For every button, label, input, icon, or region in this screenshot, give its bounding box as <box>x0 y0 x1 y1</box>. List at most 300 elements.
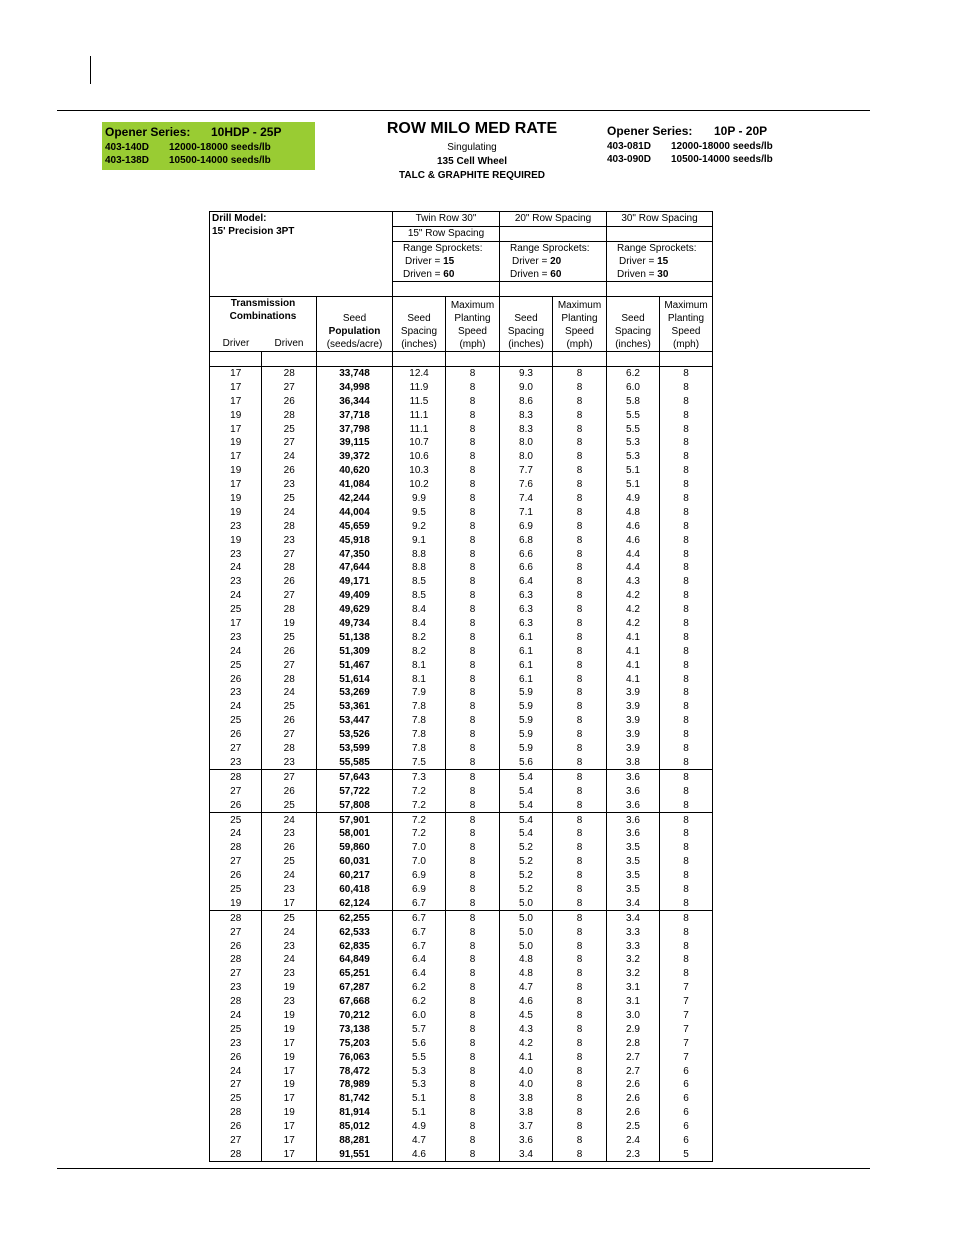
col-driver: Driver <box>222 337 250 349</box>
table-cell: 8 <box>660 533 713 547</box>
table-cell: 6.9 <box>393 869 446 883</box>
table-cell: 7 <box>660 981 713 995</box>
table-cell: 24 <box>262 869 317 883</box>
table-cell: 4.5 <box>500 1009 553 1023</box>
table-cell: 3.9 <box>607 742 660 756</box>
table-cell: 8 <box>553 617 607 631</box>
table-cell: 5.1 <box>607 464 660 478</box>
table-cell: 8 <box>553 1078 607 1092</box>
table-cell: 4.8 <box>500 967 553 981</box>
table-cell: 28 <box>262 561 317 575</box>
table-cell: 85,012 <box>317 1120 393 1134</box>
table-cell: 8 <box>446 519 500 533</box>
table-cell: 8 <box>553 464 607 478</box>
table-cell: 8 <box>553 630 607 644</box>
table-cell: 60,031 <box>317 855 393 869</box>
table-cell: 40,620 <box>317 464 393 478</box>
table-cell: 4.4 <box>607 547 660 561</box>
table-cell: 5 <box>660 1147 713 1161</box>
seed-rate-table <box>209 211 713 1162</box>
group-30in: 30" Row Spacing <box>607 212 713 227</box>
table-cell: 23 <box>262 995 317 1009</box>
table-cell: 4.7 <box>393 1134 446 1148</box>
table-cell: 8 <box>446 953 500 967</box>
table-cell: 65,251 <box>317 967 393 981</box>
table-cell: 49,734 <box>317 617 393 631</box>
label-planting: Planting <box>454 312 491 324</box>
table-cell: 3.6 <box>500 1134 553 1148</box>
table-cell: 23 <box>210 547 262 561</box>
page-title: ROW MILO MED RATE <box>386 120 558 137</box>
table-cell: 8.0 <box>500 436 553 450</box>
table-cell: 8 <box>446 436 500 450</box>
opener-left-label: Opener Series: <box>105 125 191 139</box>
table-cell: 5.3 <box>393 1078 446 1092</box>
table-cell: 8 <box>660 714 713 728</box>
table-cell: 8 <box>553 1022 607 1036</box>
driven-value: 60 <box>443 268 455 280</box>
table-cell: 19 <box>210 464 262 478</box>
table-cell: 36,344 <box>317 394 393 408</box>
driver-value: 15 <box>657 255 669 267</box>
table-row <box>210 728 713 742</box>
header-row-spacing <box>210 212 713 227</box>
label-speed: Speed <box>671 325 701 337</box>
opener-right-series: 10P - 20P <box>714 124 768 138</box>
table-cell: 57,808 <box>317 798 393 812</box>
table-cell: 6.8 <box>500 533 553 547</box>
table-cell: 19 <box>210 896 262 910</box>
table-cell: 3.3 <box>607 939 660 953</box>
table-cell: 8 <box>446 770 500 784</box>
table-cell: 70,212 <box>317 1009 393 1023</box>
opener-left-title <box>105 125 312 139</box>
range-label: Range Sprockets: <box>510 242 590 254</box>
table-cell: 8 <box>446 380 500 394</box>
table-cell: 8 <box>553 981 607 995</box>
table-cell: 6.4 <box>393 953 446 967</box>
table-cell: 8 <box>446 1120 500 1134</box>
table-cell: 28 <box>210 995 262 1009</box>
table-cell: 8 <box>446 1036 500 1050</box>
table-cell: 62,124 <box>317 896 393 910</box>
table-cell: 8 <box>553 505 607 519</box>
drill-model-value: 15' Precision 3PT <box>212 226 295 237</box>
table-cell: 8.4 <box>393 603 446 617</box>
table-cell: 62,255 <box>317 911 393 925</box>
table-cell: 5.3 <box>393 1064 446 1078</box>
table-cell: 67,668 <box>317 995 393 1009</box>
table-cell: 9.5 <box>393 505 446 519</box>
table-cell: 24 <box>210 644 262 658</box>
table-cell: 23 <box>262 827 317 841</box>
empty-cell <box>393 351 446 366</box>
table-cell: 7.5 <box>393 756 446 770</box>
table-cell: 8 <box>446 855 500 869</box>
label-maximum: Maximum <box>664 299 708 311</box>
table-cell: 8 <box>446 1009 500 1023</box>
range-sprockets-1 <box>393 241 500 281</box>
table-cell: 8 <box>553 547 607 561</box>
table-cell: 8 <box>660 953 713 967</box>
table-row <box>210 492 713 506</box>
table-cell: 8.3 <box>500 408 553 422</box>
empty-cell <box>607 281 713 296</box>
table-cell: 8 <box>553 770 607 784</box>
table-cell: 5.5 <box>607 422 660 436</box>
table-cell: 23 <box>262 756 317 770</box>
table-cell: 7.2 <box>393 813 446 827</box>
table-cell: 2.5 <box>607 1120 660 1134</box>
table-cell: 8 <box>660 380 713 394</box>
label-planting: Planting <box>561 312 598 324</box>
table-cell: 25 <box>262 422 317 436</box>
table-cell: 53,269 <box>317 686 393 700</box>
table-cell: 17 <box>210 366 262 380</box>
table-cell: 5.9 <box>500 686 553 700</box>
table-cell: 27 <box>210 855 262 869</box>
table-cell: 3.1 <box>607 981 660 995</box>
table-cell: 7.9 <box>393 686 446 700</box>
table-cell: 8 <box>446 1064 500 1078</box>
table-cell: 4.2 <box>607 603 660 617</box>
table-cell: 6.4 <box>500 575 553 589</box>
table-cell: 49,629 <box>317 603 393 617</box>
table-cell: 8 <box>446 728 500 742</box>
table-row <box>210 883 713 897</box>
table-cell: 3.3 <box>607 925 660 939</box>
table-cell: 7.1 <box>500 505 553 519</box>
table-cell: 81,742 <box>317 1092 393 1106</box>
table-cell: 5.2 <box>500 883 553 897</box>
table-row <box>210 519 713 533</box>
table-cell: 19 <box>210 408 262 422</box>
table-cell: 9.1 <box>393 533 446 547</box>
table-cell: 41,084 <box>317 478 393 492</box>
table-cell: 8 <box>553 380 607 394</box>
table-cell: 5.9 <box>500 742 553 756</box>
table-cell: 24 <box>262 925 317 939</box>
table-cell: 27 <box>210 784 262 798</box>
table-cell: 8 <box>553 827 607 841</box>
table-cell: 5.8 <box>607 394 660 408</box>
table-cell: 8 <box>553 561 607 575</box>
table-cell: 3.2 <box>607 953 660 967</box>
table-cell: 12.4 <box>393 366 446 380</box>
table-cell: 51,614 <box>317 672 393 686</box>
table-cell: 6.7 <box>393 939 446 953</box>
table-cell: 2.4 <box>607 1134 660 1148</box>
table-cell: 8 <box>446 464 500 478</box>
table-cell: 4.8 <box>500 953 553 967</box>
table-cell: 8 <box>446 827 500 841</box>
table-cell: 8 <box>446 939 500 953</box>
table-cell: 17 <box>262 896 317 910</box>
table-cell: 8 <box>553 436 607 450</box>
table-row <box>210 561 713 575</box>
table-cell: 8 <box>446 589 500 603</box>
table-cell: 8 <box>446 1022 500 1036</box>
table-cell: 8 <box>446 394 500 408</box>
table-cell: 8 <box>553 728 607 742</box>
table-cell: 7.4 <box>500 492 553 506</box>
table-cell: 26 <box>210 1050 262 1064</box>
table-cell: 6 <box>660 1092 713 1106</box>
table-row <box>210 422 713 436</box>
table-cell: 8 <box>660 561 713 575</box>
transmission-header <box>210 296 317 351</box>
opener-series-left <box>102 122 315 170</box>
table-cell: 8 <box>660 883 713 897</box>
table-row <box>210 380 713 394</box>
table-row <box>210 742 713 756</box>
part-number: 403-090D <box>607 154 651 165</box>
table-cell: 5.3 <box>607 436 660 450</box>
table-row <box>210 855 713 869</box>
empty-cell <box>262 351 317 366</box>
table-cell: 25 <box>210 813 262 827</box>
table-cell: 8.5 <box>393 589 446 603</box>
table-cell: 8 <box>553 1036 607 1050</box>
table-row <box>210 1092 713 1106</box>
table-cell: 44,004 <box>317 505 393 519</box>
table-cell: 3.6 <box>607 770 660 784</box>
table-cell: 8 <box>446 742 500 756</box>
table-cell: 5.4 <box>500 827 553 841</box>
table-cell: 8 <box>660 603 713 617</box>
table-row <box>210 408 713 422</box>
table-row <box>210 1147 713 1161</box>
table-cell: 3.2 <box>607 967 660 981</box>
table-cell: 6 <box>660 1064 713 1078</box>
table-cell: 8 <box>660 967 713 981</box>
driver-line <box>403 255 499 268</box>
table-row <box>210 464 713 478</box>
table-cell: 4.1 <box>607 658 660 672</box>
label-seed: Seed <box>514 312 538 324</box>
driven-line <box>617 268 712 281</box>
label-mph: (mph) <box>566 338 593 350</box>
table-cell: 2.7 <box>607 1064 660 1078</box>
table-row <box>210 547 713 561</box>
table-row <box>210 450 713 464</box>
table-cell: 26 <box>262 784 317 798</box>
table-cell: 51,138 <box>317 630 393 644</box>
table-cell: 4.4 <box>607 561 660 575</box>
table-row <box>210 1050 713 1064</box>
table-cell: 8 <box>660 492 713 506</box>
table-cell: 47,350 <box>317 547 393 561</box>
table-cell: 34,998 <box>317 380 393 394</box>
table-cell: 6.2 <box>607 366 660 380</box>
table-cell: 25 <box>262 630 317 644</box>
table-cell: 17 <box>262 1120 317 1134</box>
table-cell: 8.1 <box>393 672 446 686</box>
table-cell: 8 <box>660 827 713 841</box>
opener-left-row <box>105 154 312 167</box>
table-cell: 17 <box>262 1134 317 1148</box>
empty-cell <box>660 351 713 366</box>
table-cell: 8 <box>553 366 607 380</box>
table-cell: 5.9 <box>500 714 553 728</box>
opener-right-row <box>607 153 807 166</box>
table-cell: 55,585 <box>317 756 393 770</box>
table-cell: 10.2 <box>393 478 446 492</box>
table-cell: 25 <box>262 700 317 714</box>
range-label: Range Sprockets: <box>617 242 697 254</box>
table-cell: 58,001 <box>317 827 393 841</box>
table-cell: 19 <box>262 1022 317 1036</box>
table-cell: 8 <box>660 841 713 855</box>
table-row <box>210 869 713 883</box>
subtitle-singulating: Singulating <box>447 142 497 153</box>
table-cell: 8 <box>446 714 500 728</box>
table-cell: 8.8 <box>393 561 446 575</box>
table-cell: 3.6 <box>607 827 660 841</box>
table-cell: 5.4 <box>500 770 553 784</box>
table-cell: 8 <box>553 1134 607 1148</box>
table-cell: 26 <box>210 939 262 953</box>
table-cell: 8 <box>660 630 713 644</box>
table-cell: 8 <box>446 784 500 798</box>
seed-rate: 12000-18000 seeds/lb <box>169 142 271 153</box>
table-cell: 25 <box>262 855 317 869</box>
table-cell: 8 <box>446 841 500 855</box>
table-cell: 17 <box>262 1092 317 1106</box>
table-cell: 7.7 <box>500 464 553 478</box>
table-cell: 19 <box>210 492 262 506</box>
table-cell: 8 <box>660 408 713 422</box>
table-cell: 2.7 <box>607 1050 660 1064</box>
table-cell: 5.2 <box>500 869 553 883</box>
label-mph: (mph) <box>672 338 700 350</box>
table-cell: 57,722 <box>317 784 393 798</box>
table-cell: 6.2 <box>393 981 446 995</box>
table-cell: 8 <box>446 995 500 1009</box>
table-cell: 24 <box>262 505 317 519</box>
drill-model-label: Drill Model: <box>212 213 267 224</box>
table-cell: 5.7 <box>393 1022 446 1036</box>
max-speed-header-3 <box>660 296 713 351</box>
table-cell: 7.0 <box>393 855 446 869</box>
table-cell: 8 <box>553 1147 607 1161</box>
table-cell: 3.6 <box>607 798 660 812</box>
table-cell: 8 <box>660 813 713 827</box>
table-cell: 53,447 <box>317 714 393 728</box>
table-cell: 8 <box>446 366 500 380</box>
table-cell: 4.7 <box>500 981 553 995</box>
table-cell: 3.9 <box>607 700 660 714</box>
label-maximum: Maximum <box>557 299 602 311</box>
header-row-columns <box>210 296 713 351</box>
table-cell: 4.2 <box>500 1036 553 1050</box>
table-cell: 25 <box>210 1022 262 1036</box>
table-row <box>210 1064 713 1078</box>
empty-cell <box>500 351 553 366</box>
table-cell: 23 <box>210 981 262 995</box>
table-cell: 5.5 <box>607 408 660 422</box>
table-cell: 3.6 <box>607 813 660 827</box>
opener-right-label: Opener Series: <box>607 124 693 138</box>
table-cell: 8 <box>553 1009 607 1023</box>
table-cell: 8 <box>553 519 607 533</box>
table-cell: 3.5 <box>607 869 660 883</box>
table-row <box>210 1036 713 1050</box>
driver-value: 20 <box>550 255 562 267</box>
table-cell: 8 <box>660 450 713 464</box>
table-cell: 7.2 <box>393 827 446 841</box>
drill-model-cell <box>210 212 393 297</box>
table-cell: 17 <box>210 617 262 631</box>
table-cell: 62,533 <box>317 925 393 939</box>
table-row <box>210 575 713 589</box>
label-inches: (inches) <box>615 338 651 350</box>
table-cell: 24 <box>262 953 317 967</box>
range-sprockets-3 <box>607 241 713 281</box>
table-cell: 4.0 <box>500 1064 553 1078</box>
table-cell: 8 <box>660 855 713 869</box>
table-row <box>210 967 713 981</box>
table-cell: 3.9 <box>607 686 660 700</box>
table-cell: 7.8 <box>393 714 446 728</box>
table-row <box>210 1009 713 1023</box>
driver-label: Driver = <box>512 255 548 267</box>
table-cell: 75,203 <box>317 1036 393 1050</box>
table-cell: 33,748 <box>317 366 393 380</box>
table-cell: 26 <box>262 714 317 728</box>
opener-series-right <box>607 124 807 166</box>
margin-bar <box>90 56 91 84</box>
empty-cell <box>393 281 500 296</box>
table-cell: 45,918 <box>317 533 393 547</box>
part-number: 403-138D <box>105 155 149 166</box>
driven-line <box>403 268 499 281</box>
table-cell: 5.9 <box>500 728 553 742</box>
table-cell: 8 <box>660 700 713 714</box>
table-cell: 6.1 <box>500 644 553 658</box>
table-cell: 7 <box>660 1009 713 1023</box>
driven-label: Driven = <box>617 268 655 280</box>
table-cell: 7.0 <box>393 841 446 855</box>
driver-driven-labels <box>210 337 316 350</box>
table-cell: 8 <box>553 408 607 422</box>
table-cell: 23 <box>210 1036 262 1050</box>
table-cell: 6.1 <box>500 630 553 644</box>
table-cell: 8 <box>553 394 607 408</box>
table-cell: 8.6 <box>500 394 553 408</box>
table-cell: 19 <box>262 1050 317 1064</box>
max-speed-header-2 <box>553 296 607 351</box>
table-cell: 2.9 <box>607 1022 660 1036</box>
driven-label: Driven = <box>510 268 548 280</box>
table-cell: 8 <box>446 798 500 812</box>
table-cell: 8 <box>660 547 713 561</box>
table-cell: 8 <box>446 450 500 464</box>
table-cell: 8 <box>660 464 713 478</box>
combinations-label: Combinations <box>229 310 297 322</box>
table-cell: 27 <box>210 1134 262 1148</box>
table-cell: 3.6 <box>607 784 660 798</box>
chart-title-block <box>362 120 582 183</box>
label-spacing: Spacing <box>400 325 438 337</box>
table-row <box>210 756 713 770</box>
table-cell: 8 <box>660 896 713 910</box>
label-seeds-acre: (seeds/acre) <box>326 338 383 350</box>
table-cell: 8 <box>446 700 500 714</box>
table-cell: 9.9 <box>393 492 446 506</box>
table-cell: 3.5 <box>607 841 660 855</box>
table-cell: 24 <box>262 450 317 464</box>
